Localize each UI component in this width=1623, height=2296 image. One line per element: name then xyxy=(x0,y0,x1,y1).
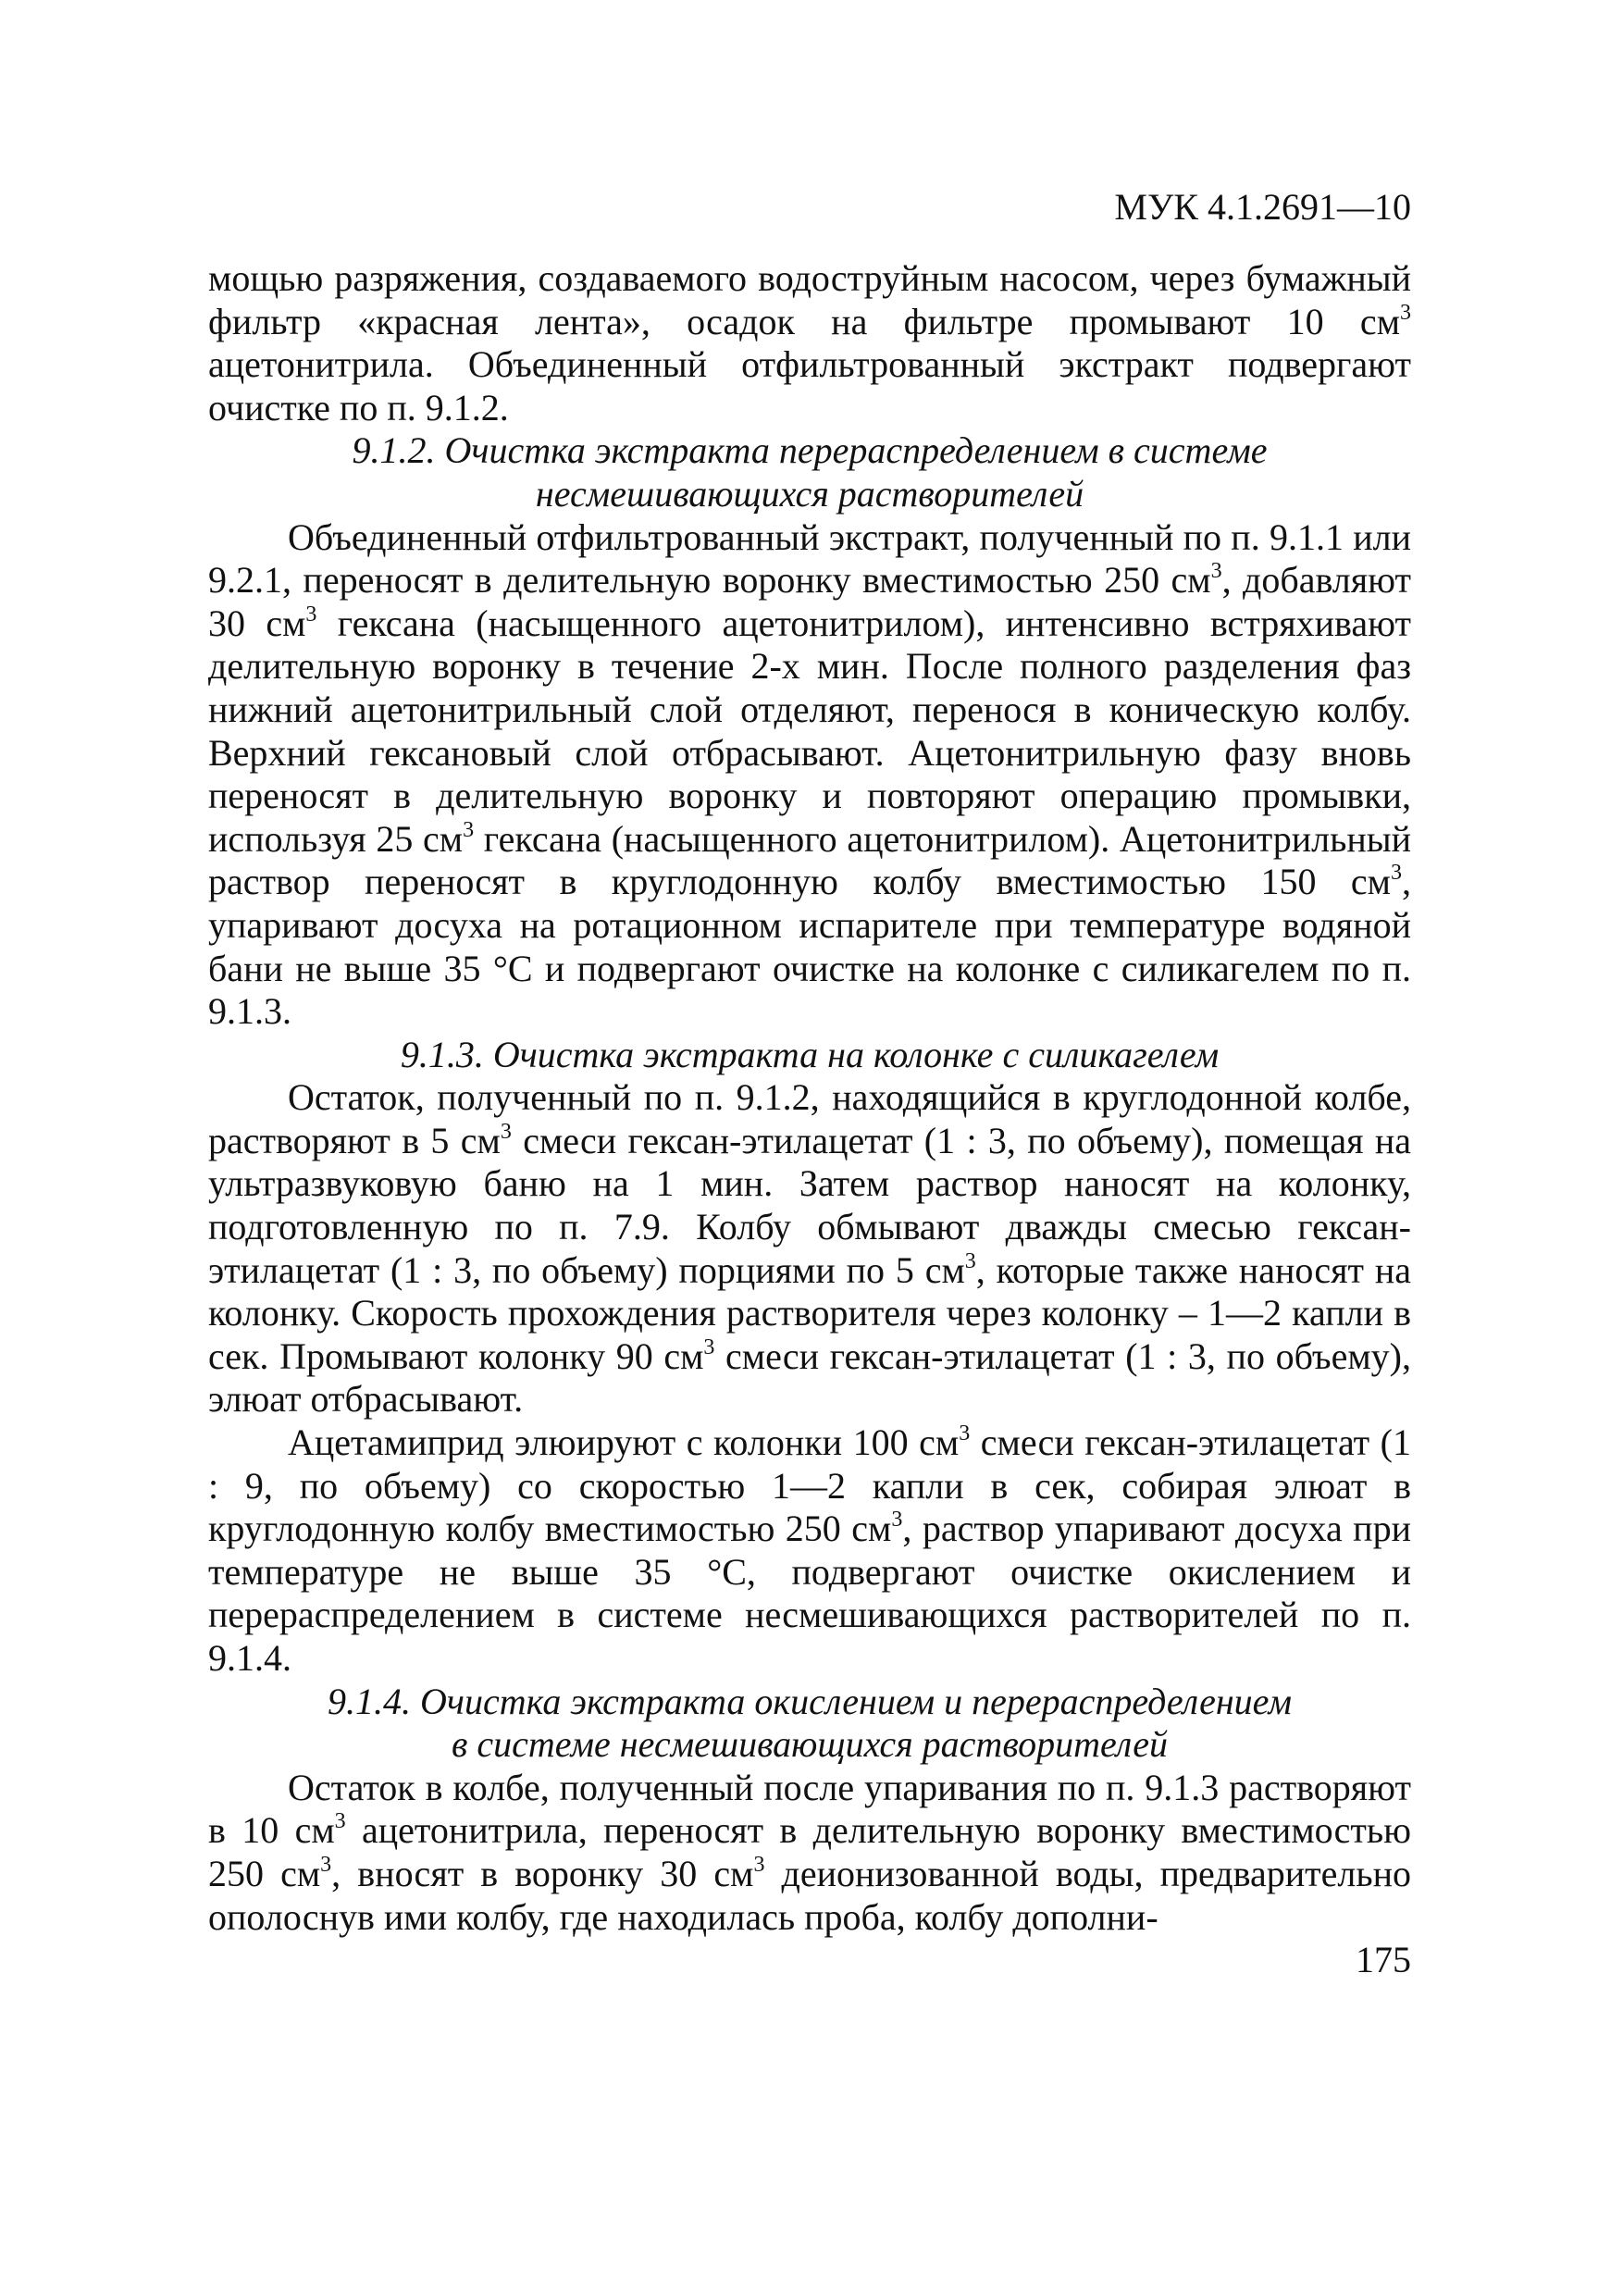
paragraph-9-1-3: Остаток, полученный по п. 9.1.2, находящийся в круглодонной колбе, растворяют в 5 $см^3$ смеси гексан-этилацетат (1 : 3, по объему), помещая на ультразвуковую баню на 1 мин. Затем раствор наносят на колонку, подготовленную по п. 7.9. Колбу обмывают дважды смесью гексан-этилацетат (1 : 3, по объему) порциями по 5 $см^3$, которые также наносят на колонку. Скорость прохождения растворителя через колонку – 1—2 капли в сек. Промывают колонку 90 $см^3$ смеси гексан-этилацетат (1 : 3, по объему), элюат отбрасывают. xyxy=(208,1076,1411,1421)
document-header: МУК 4.1.2691—10 xyxy=(1114,186,1411,228)
section-heading-9-1-2: 9.1.2. Очистка экстракта перераспределением в системе несмешивающихся растворителей xyxy=(352,429,1268,515)
paragraph-continuation: мощью разряжения, создаваемого водоструйным насосом, через бумажный фильтр «красная лента», осадок на фильтре промывают 10 $см^3$ ацетонитрила. Объединенный отфильтрованный экстракт подвергают очистке по п. 9.1.2. xyxy=(208,257,1411,428)
paragraph-acetamiprid-elution: Ацетамиприд элюируют с колонки 100 $см^3$ смеси гексан-этилацетат (1 : 9, по объему) со скоростью 1—2 капли в сек, собирая элюат в круглодонную колбу вместимостью 250 $см^3$, раствор упаривают досуха при температуре не выше 35 °С, подвергают очистке окислением и перераспределением в системе несмешивающихся растворителей по п. 9.1.4. xyxy=(208,1421,1411,1679)
section-heading-9-1-4: 9.1.4. Очистка экстракта окислением и перераспределением в системе несмешивающихся растворителей xyxy=(328,1680,1292,1766)
section-heading-9-1-3: 9.1.3. Очистка экстракта на колонке с силикагелем xyxy=(400,1033,1220,1075)
paragraph-9-1-2: Объединенный отфильтрованный экстракт, полученный по п. 9.1.1 или 9.2.1, переносят в делительную воронку вместимостью 250 $см^3$, добавляют 30 $см^3$ гексана (насыщенного ацетонитрилом), интенсивно встряхивают делительную воронку в течение 2-х мин. После полного разделения фаз нижний ацетонитрильный слой отделяют, перенося в коническую колбу. Верхний гексановый слой отбрасывают. Ацетонитрильную фазу вновь переносят в делительную воронку и повторяют операцию промывки, используя 25 $см^3$ гексана (насыщенного ацетонитрилом). Ацетонитрильный раствор переносят в круглодонную колбу вместимостью 150 $см^3$, упаривают досуха на ротационном испарителе при температуре водяной бани не выше 35 °С и подвергают очистке на колонке с силикагелем по п. 9.1.3. xyxy=(208,515,1412,1033)
page-text-block xyxy=(208,181,1411,1982)
page-number: 175 xyxy=(1356,1939,1411,1981)
paragraph-9-1-4: Остаток в колбе, полученный после упаривания по п. 9.1.3 растворяют в 10 $см^3$ ацетонитрила, переносят в делительную воронку вместимостью 250 $см^3$, вносят в воронку 30 $см^3$ деионизованной воды, предварительно ополоснув ими колбу, где находилась проба, колбу дополни- xyxy=(208,1766,1412,1938)
